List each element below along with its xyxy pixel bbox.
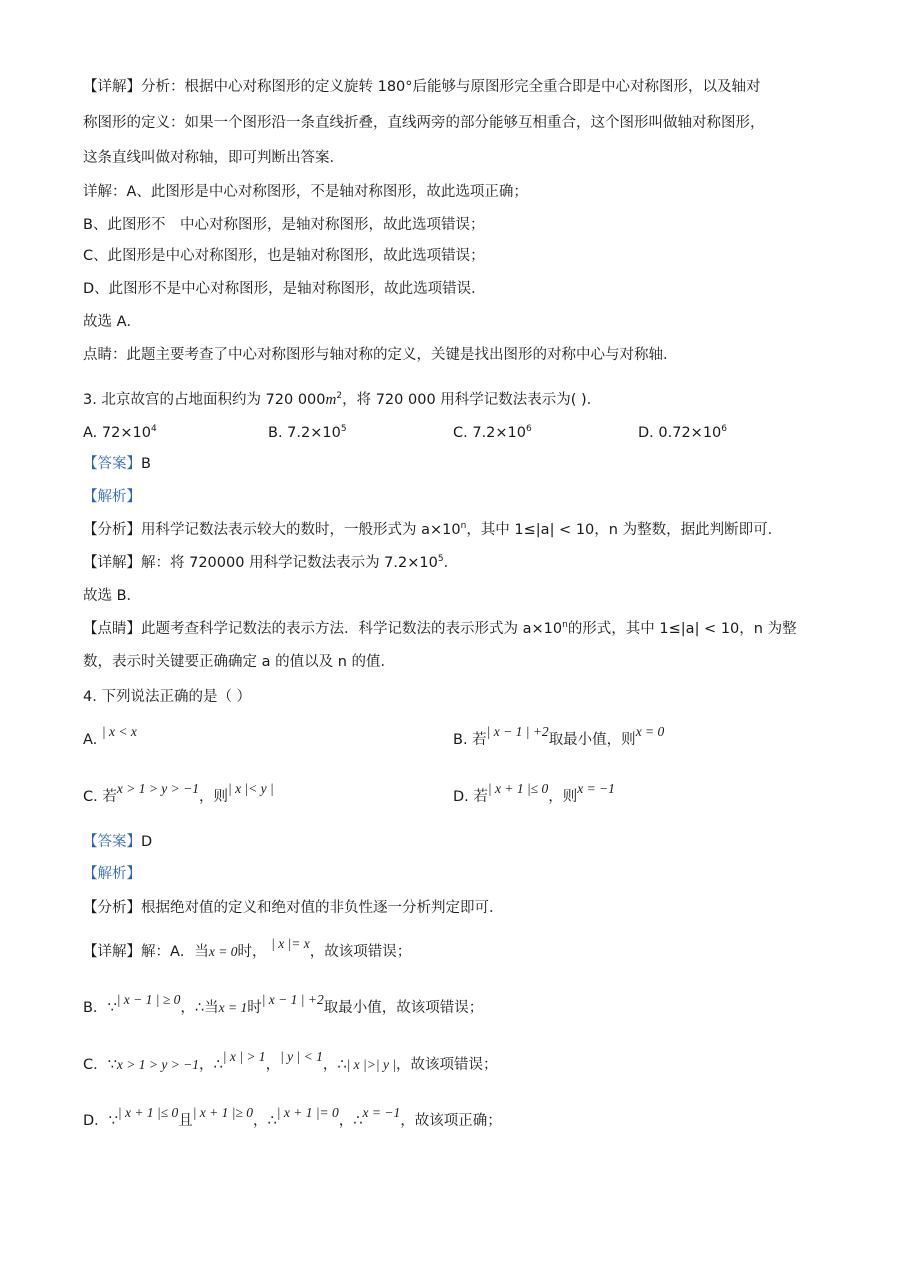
q4-xiangjie-c (83, 1049, 498, 1075)
q3-fenxi (83, 520, 782, 540)
option-label: D. 若 (453, 789, 488, 805)
text: D．∵ (83, 1113, 118, 1129)
option-exponent: 6 (721, 424, 728, 435)
tag: 【详解】 (83, 555, 141, 571)
text: ，故该项正确； (400, 1113, 502, 1129)
stem-unit: m (325, 392, 337, 408)
q4-xiangjie-a (83, 936, 412, 962)
option-label: C. 若 (83, 789, 117, 805)
option-text: C. 7.2×10 (453, 425, 527, 441)
option-text: D. 0.72×10 (638, 425, 722, 441)
tag: 【点睛】 (83, 621, 141, 637)
option-math: x = 0 (635, 724, 665, 739)
answer-tag: 【答案】 (83, 834, 141, 850)
q3-answer (83, 454, 151, 474)
text: ，∴当 (180, 1000, 219, 1016)
q3-dianjing-cont: 数，表示时关键要正确确定 a 的值以及 n 的值． (83, 654, 396, 670)
answer-tag: 【答案】 (83, 456, 141, 472)
math: | x − 1 | +2 (261, 992, 324, 1007)
text: ． (443, 555, 459, 571)
q4-option-c (83, 781, 274, 807)
math: | x |= x (271, 936, 310, 951)
text: 取最小值，故该项错误； (323, 1000, 484, 1016)
option-label: A. (83, 732, 98, 748)
q3-xiangjie (83, 553, 458, 573)
math: x = 0 (208, 944, 238, 959)
text: 时 (247, 1000, 262, 1016)
option-math: | x |< y | (228, 781, 274, 796)
math: x = 1 (218, 1000, 248, 1015)
math: | y | < 1 (280, 1049, 323, 1064)
text: ，∴ (338, 1113, 363, 1129)
q3-option-d (638, 423, 727, 443)
question-3-stem (83, 390, 601, 410)
exponent: 5 (437, 554, 444, 565)
tag: 【详解】 (83, 944, 141, 960)
option-math: | x < x (101, 724, 137, 739)
stem-text: ，将 720 000 用科学记数法表示为( )． (342, 392, 602, 408)
math: | x + 1 |= 0 (276, 1105, 339, 1120)
text: B．∵ (83, 1000, 117, 1016)
text: ，∴ (322, 1057, 347, 1073)
text: C．∵ (83, 1057, 117, 1073)
math: | x | > 1 (222, 1049, 266, 1064)
q3-option-a (83, 423, 157, 443)
text: 解：将 720000 用科学记数法表示为 7.2×10 (141, 555, 438, 571)
q4-fenxi (83, 898, 504, 918)
text: 解：A．当 (141, 944, 209, 960)
tag: 【分析】 (83, 522, 141, 538)
option-math: | x + 1 |≤ 0 (487, 781, 549, 796)
text: ， (265, 1057, 281, 1073)
option-label: B. 若 (453, 732, 487, 748)
q3-dianjing (83, 619, 797, 639)
text: ，∴ (199, 1057, 223, 1073)
text: ，故该项错误； (309, 944, 412, 960)
question-4-stem: 4. 下列说法正确的是（ ） (83, 689, 252, 705)
text-line: B、此图形不 中心对称图形，是轴对称图形，故此选项错误； (83, 217, 485, 233)
q3-option-b (268, 423, 347, 443)
option-math: | x − 1 | +2 (486, 724, 549, 739)
exponent: n (460, 521, 467, 532)
text: ，故该项错误； (396, 1057, 498, 1073)
text: ，∴ (253, 1113, 277, 1129)
text-line: C、此图形是中心对称图形，也是轴对称图形，故此选项错误； (83, 248, 485, 264)
q4-xiangjie-d (83, 1105, 502, 1131)
text-line: 详解：A、此图形是中心对称图形，不是轴对称图形，故此选项正确； (83, 184, 528, 200)
option-math: x > 1 > y > −1 (116, 781, 200, 796)
answer-value: D (141, 834, 153, 850)
math: x = −1 (362, 1105, 401, 1120)
math: | x + 1 |≥ 0 (192, 1105, 254, 1120)
exponent: n (562, 620, 568, 631)
text-line: 这条直线叫做对称轴，即可判断出答案． (83, 150, 344, 166)
text: 且 (178, 1113, 193, 1129)
text-line: 称图形的定义：如果一个图形沿一条直线折叠，直线两旁的部分能够互相重合，这个图形叫做轴对称图形， (83, 115, 765, 131)
stem-text: 3. 北京故宫的占地面积约为 720 000 (83, 392, 326, 408)
q3-guxuan: 故选 B． (83, 588, 142, 604)
q4-analysis-tag: 【解析】 (83, 866, 141, 882)
q3-option-c (453, 423, 532, 443)
q3-analysis-tag: 【解析】 (83, 489, 141, 505)
option-text: 取最小值，则 (548, 732, 636, 748)
text-line: 【详解】分析：根据中心对称图形的定义旋转 180°后能够与原图形完全重合即是中心对称图形，以及轴对 (83, 79, 761, 95)
text-line: 点睛：此题主要考查了中心对称图形与轴对称的定义，关键是找出图形的对称中心与对称轴． (83, 347, 678, 363)
text: ，其中 1≤|a| < 10，n 为整数，据此判断即可． (466, 522, 783, 538)
text: 用科学记数法表示较大的数时，一般形式为 a×10 (141, 522, 461, 538)
text: 的形式，其中 1≤|a| < 10，n 为整 (567, 621, 797, 637)
option-exponent: 6 (526, 424, 532, 435)
option-math: x = −1 (577, 781, 615, 796)
stem-exponent: 2 (336, 391, 343, 402)
option-exponent: 5 (340, 424, 347, 435)
q4-answer (83, 832, 152, 852)
text: 此题考查科学记数法的表示方法．科学记数法的表示形式为 a×10 (141, 621, 563, 637)
option-text: ，则 (548, 789, 578, 805)
option-text: ，则 (199, 789, 229, 805)
option-text: B. 7.2×10 (268, 425, 341, 441)
option-text: A. 72×10 (83, 425, 151, 441)
text: 时， (237, 944, 267, 960)
math: | x − 1 | ≥ 0 (116, 992, 181, 1007)
answer-value: B (141, 456, 151, 472)
q4-option-b (453, 724, 665, 750)
q4-option-d (453, 781, 615, 807)
math: | x + 1 |≤ 0 (117, 1105, 179, 1120)
q4-option-a (83, 724, 137, 750)
math: x > 1 > y > −1 (116, 1057, 200, 1072)
option-exponent: 4 (150, 424, 157, 435)
tag: 【分析】 (83, 900, 141, 916)
q4-xiangjie-b (83, 992, 484, 1018)
math: | x |>| y | (346, 1057, 397, 1072)
text-line: D、此图形不是中心对称图形，是轴对称图形，故此选项错误． (83, 281, 486, 297)
text-line: 故选 A． (83, 314, 142, 330)
text: 根据绝对值的定义和绝对值的非负性逐一分析判定即可． (141, 900, 504, 916)
